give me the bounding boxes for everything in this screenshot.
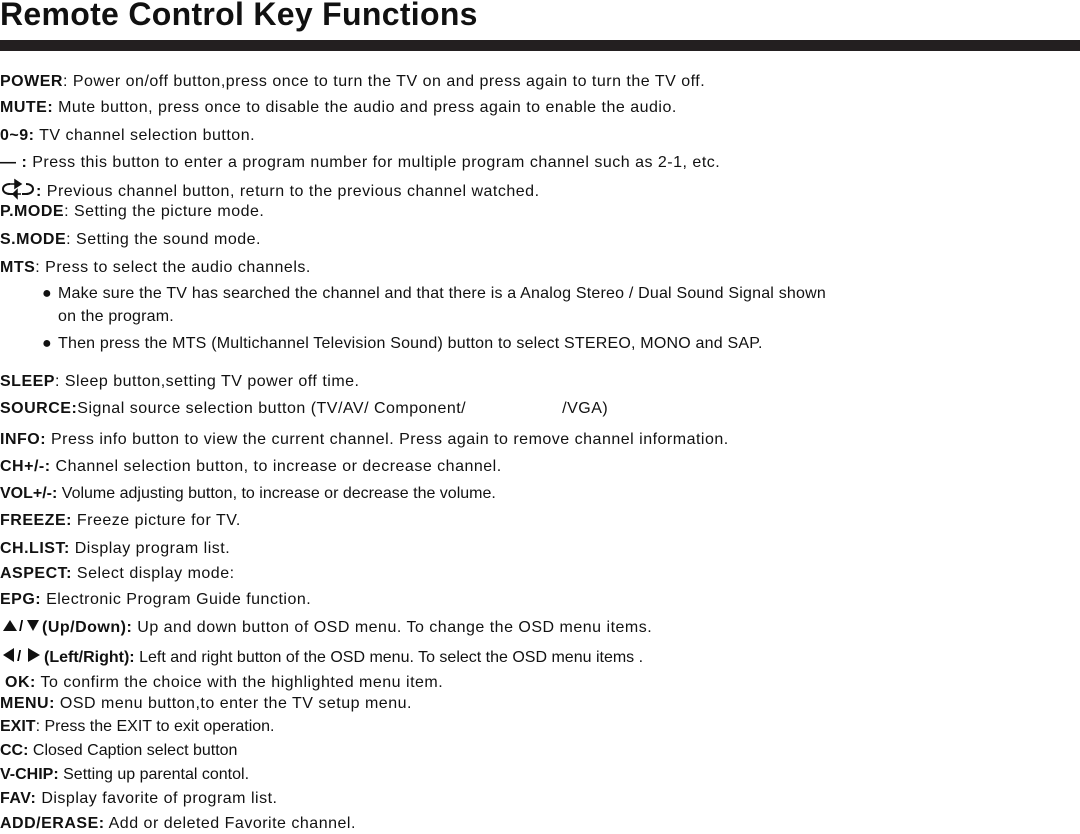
title-rule bbox=[0, 40, 1080, 51]
key-source: SOURCE: bbox=[0, 400, 78, 417]
desc-adderase: Add or deleted Favorite channel. bbox=[104, 815, 356, 832]
key-fav: FAV: bbox=[0, 790, 37, 807]
item-mute bbox=[0, 98, 677, 118]
desc-recall: Previous channel button, return to the previous channel watched. bbox=[41, 183, 540, 201]
key-leftright: (Left/Right): bbox=[44, 649, 135, 667]
desc-pmode: : Setting the picture mode. bbox=[64, 203, 265, 220]
bullet-icon: ● bbox=[42, 335, 52, 352]
key-adderase: ADD/ERASE: bbox=[0, 815, 105, 832]
key-ch: CH+/-: bbox=[0, 458, 51, 475]
key-mute: MUTE: bbox=[0, 99, 54, 116]
desc-aspect: Select display mode: bbox=[71, 565, 235, 582]
left-right-arrows-icon bbox=[0, 646, 44, 670]
item-adderase bbox=[0, 814, 356, 834]
key-info: INFO: bbox=[0, 431, 47, 448]
desc-digits: TV channel selection button. bbox=[34, 127, 256, 144]
item-aspect bbox=[0, 564, 235, 584]
key-vol: VOL+/-: bbox=[0, 485, 58, 502]
item-mts bbox=[0, 258, 311, 278]
item-digits bbox=[0, 126, 255, 146]
item-dash bbox=[0, 153, 720, 173]
desc-menu: OSD menu button,to enter the TV setup menu. bbox=[54, 695, 412, 712]
svg-text:/: / bbox=[17, 648, 22, 664]
key-pmode: P.MODE bbox=[0, 203, 65, 220]
mts-bullet-1-cont: on the program. bbox=[58, 308, 174, 325]
item-sleep bbox=[0, 372, 359, 392]
svg-text:/: / bbox=[19, 618, 24, 634]
desc-mts: : Press to select the audio channels. bbox=[35, 259, 311, 276]
key-ok: OK: bbox=[5, 674, 36, 691]
desc-smode: : Setting the sound mode. bbox=[66, 231, 261, 248]
item-vol bbox=[0, 484, 496, 504]
desc-ok: To confirm the choice with the highlighted menu item. bbox=[35, 674, 444, 691]
key-vchip: V-CHIP: bbox=[0, 766, 59, 783]
item-fav bbox=[0, 789, 277, 809]
desc-source: Signal source selection button (TV/AV/ Component/ bbox=[77, 400, 467, 417]
desc-vchip: Setting up parental contol. bbox=[58, 766, 250, 783]
item-smode bbox=[0, 230, 261, 250]
desc-updown: Up and down button of OSD menu. To change the OSD menu items. bbox=[132, 619, 653, 637]
item-freeze bbox=[0, 511, 241, 531]
mts-bullet-2: ● Then press the MTS (Multichannel Television Sound) button to select STEREO, MONO and SAP. bbox=[42, 335, 763, 352]
desc-cc: Closed Caption select button bbox=[28, 742, 238, 759]
key-dash: — : bbox=[0, 154, 28, 171]
desc-exit: : Press the EXIT to exit operation. bbox=[35, 718, 275, 735]
mts-bullet-1: ● Make sure the TV has searched the channel and that there is a Analog Stereo / Dual Sound Signal shown bbox=[42, 285, 826, 302]
desc-sleep: : Sleep button,setting TV power off time. bbox=[54, 373, 360, 390]
desc-fav: Display favorite of program list. bbox=[36, 790, 278, 807]
key-menu: MENU: bbox=[0, 695, 55, 712]
desc-ch: Channel selection button, to increase or decrease channel. bbox=[50, 458, 502, 475]
key-recall: : bbox=[36, 183, 42, 201]
item-vchip bbox=[0, 765, 249, 785]
desc-info: Press info button to view the current channel. Press again to remove channel information. bbox=[46, 431, 729, 448]
key-digits: 0~9: bbox=[0, 127, 35, 144]
key-power: POWER bbox=[0, 73, 63, 90]
key-smode: S.MODE bbox=[0, 231, 67, 248]
item-power: POWER: Power on/off button,press once to turn the TV on and press again to turn the TV off. bbox=[0, 73, 706, 90]
item-leftright bbox=[0, 646, 643, 670]
desc-vol: Volume adjusting button, to increase or decrease the volume. bbox=[57, 485, 496, 502]
desc-power: Power on/off button,press once to turn the TV on and press again to turn the TV off. bbox=[67, 73, 706, 90]
key-exit: EXIT bbox=[0, 718, 36, 735]
key-chlist: CH.LIST: bbox=[0, 540, 70, 557]
key-sleep: SLEEP bbox=[0, 373, 55, 390]
key-epg: EPG: bbox=[0, 591, 42, 608]
item-menu bbox=[0, 694, 412, 714]
bullet-icon: ● bbox=[42, 285, 52, 302]
desc-freeze: Freeze picture for TV. bbox=[71, 512, 241, 529]
desc-chlist: Display program list. bbox=[69, 540, 231, 557]
item-chlist bbox=[0, 539, 230, 559]
key-aspect: ASPECT: bbox=[0, 565, 72, 582]
item-updown bbox=[0, 616, 652, 640]
up-down-arrows-icon bbox=[0, 616, 42, 640]
key-mts: MTS bbox=[0, 259, 36, 276]
desc-mute: Mute button, press once to disable the audio and press again to enable the audio. bbox=[53, 99, 677, 116]
item-exit bbox=[0, 717, 275, 737]
key-updown: (Up/Down): bbox=[42, 619, 133, 637]
key-cc: CC: bbox=[0, 742, 29, 759]
item-ok bbox=[5, 673, 443, 693]
desc-source-end: /VGA) bbox=[562, 400, 609, 417]
page-title: Remote Control Key Functions bbox=[0, 0, 478, 32]
item-source bbox=[0, 399, 608, 419]
desc-leftright: Left and right button of the OSD menu. To select the OSD menu items . bbox=[134, 649, 644, 667]
item-ch bbox=[0, 457, 502, 477]
item-cc bbox=[0, 741, 237, 761]
item-epg bbox=[0, 590, 311, 610]
item-pmode bbox=[0, 202, 264, 222]
item-info bbox=[0, 430, 729, 450]
key-freeze: FREEZE: bbox=[0, 512, 72, 529]
desc-dash: Press this button to enter a program number for multiple program channel such as 2-1, etc. bbox=[27, 154, 721, 171]
desc-epg: Electronic Program Guide function. bbox=[41, 591, 312, 608]
